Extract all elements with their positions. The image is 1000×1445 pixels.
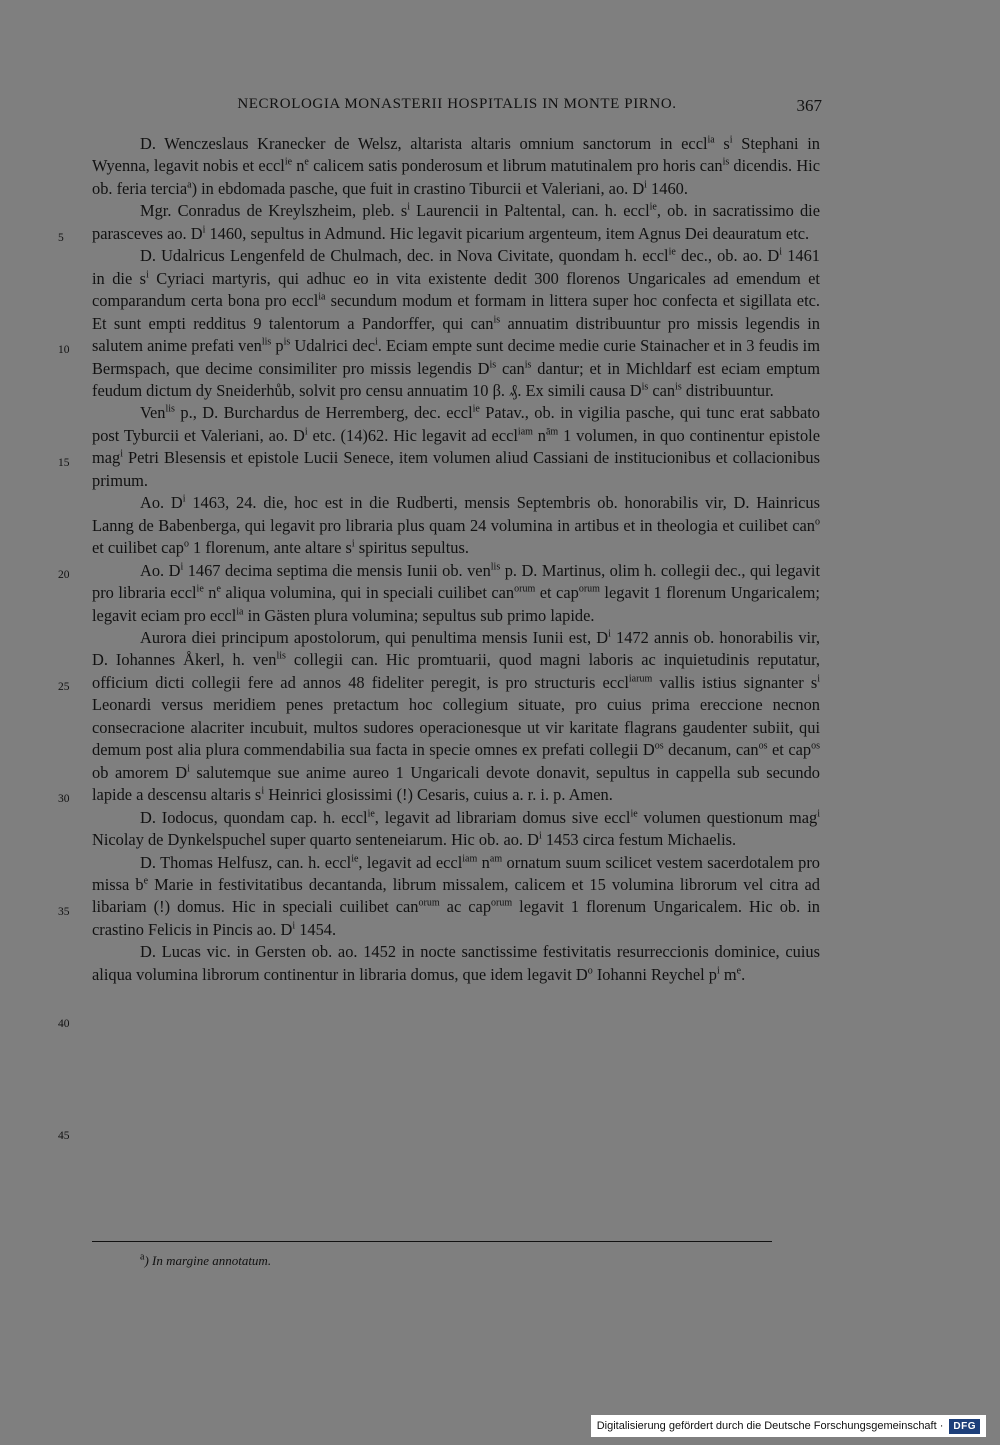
line-number-30: 30 (58, 793, 70, 805)
funding-banner (591, 1415, 986, 1437)
line-number-25: 25 (58, 681, 70, 693)
line-number-40: 40 (58, 1018, 70, 1030)
main-text (92, 133, 820, 986)
line-number-10: 10 (58, 344, 70, 356)
entry-martinus: Ao. $D^i$ 1467 decima septima die mensis Iunii ob. ven$^{lis}$ p. D. Martinus, olim h. collegii dec., qui legavit pro libraria eccl$^{ie}$ $n^e$ aliqua volumina, qui in speciali cuilibet can$^{orum}$ et cap$^{orum}$ legavit 1 florenum Ungaricalem; legavit eciam pro eccl$^{ia}$ in Gästen plura volumina; sepultus sub primo lapide. (92, 560, 820, 625)
entry-udalricus: D. Udalricus Lengenfeld de Chulmach, dec. in Nova Civitate, quondam h. eccl$^{ie}$ dec., ob. ao. $D^i$ 1461 in die $s^i$ Cyriaci martyris, qui adhuc eo in vita existente dedit 300 florenos Ungaricales ad emendum et comparandum certa bona pro eccl$^{ia}$ secundum modum et formam in littera super hoc confecta et sigillata etc. Et sunt empti redditus 9 talentorum a Pandorffer, qui can$^{is}$ annuatim distribuuntur pro missis legendis in salutem anime prefati ven$^{lis}$ $p^{is}$ Udalrici dec$^i$. Eciam empte sunt decime medie curie Stainacher et in 3 feudis im Bermspach, que decime consimiliter pro missis legendis $D^{is}$ can$^{is}$ dantur; et in Michldarf est eciam emptum feudum dictum dy Sneiderhůb, solvit pro censu annuatim 10 β. ₰. Ex simili causa $D^{is}$ can$^{is}$ distribuuntur. (92, 246, 821, 400)
dfg-logo-icon: DFG (949, 1419, 980, 1434)
entry-iodocus: D. Iodocus, quondam cap. h. eccl$^{ie}$, legavit ad librariam domus sive eccl$^{ie}$ volumen questionum mag$^i$ Nicolay de Dynkelspuchel super quarto senteneiarum. Hic ob. ao. $D^i$ 1453 circa festum Michaelis. (92, 807, 821, 850)
line-number-35: 35 (58, 906, 70, 918)
line-number-5: 5 (58, 232, 64, 244)
entry-wenczeslaus: D. Wenczeslaus Kranecker de Welsz, altarista altaris omnium sanctorum in eccl$^{ia}$ $s^i$ Stephani in Wyenna, legavit nobis et eccl$^{ie}$ $n^e$ calicem satis ponderosum et librum matutinalem pro horis can$^{is}$ dicendis. Hic ob. feria tercia$^a$) in ebdomada pasche, que fuit in crastino Tiburcii et Valeriani, ao. $D^i$ 1460. (92, 134, 820, 198)
line-number-20: 20 (58, 569, 70, 581)
running-title: NECROLOGIA MONASTERII HOSPITALIS IN MONTE PIRNO. (237, 96, 677, 112)
funding-text: Digitalisierung gefördert durch die Deutsche Forschungsgemeinschaft · (596, 1420, 944, 1432)
footnote-text: ) In margine annotatum. (144, 1253, 272, 1268)
footnote-mark: a (140, 1251, 145, 1263)
page-number: 367 (796, 96, 822, 115)
line-number-15: 15 (58, 457, 70, 469)
entry-lucas: D. Lucas vic. in Gersten ob. ao. 1452 in nocte sanctissime festivitatis resurreccionis dominice, cuius aliqua volumina librorum continentur in libraria domus, que idem legavit $D^o$ Iohanni Reychel $p^i$ $m^e$. (92, 942, 820, 984)
entry-conradus: Mgr. Conradus de Kreylszheim, pleb. $s^i$ Laurencii in Paltental, can. h. eccl$^{ie}$, ob. in sacratissimo die parasceves ao. $D^i$ 1460, sepultus in Admund. Hic legavit picarium argenteum, item Agnus Dei deauratum etc. (92, 201, 821, 243)
footnote-rule (92, 1241, 772, 1242)
footnote (140, 1253, 271, 1269)
entry-burchardus: Ven$^{lis}$ p., D. Burchardus de Herremberg, dec. eccl$^{ie}$ Patav., ob. in vigilia pasche, qui tunc erat sabbato post Tyburcii et Valeriani, ao. $D^i$ etc. (14)62. Hic legavit ad eccl$^{iam}$ $n^{ām}$ 1 volumen, in quo continentur epistole mag$^i$ Petri Blesensis et epistole Lucii Senece, item volumen aliud Cassiani de institucionibus et collacionibus primum. (92, 403, 820, 490)
entry-thomas: D. Thomas Helfusz, can. h. eccl$^{ie}$, legavit ad eccl$^{iam}$ $n^{am}$ ornatum suum scilicet vestem sacerdotalem pro missa $b^e$ Marie in festivitatibus decantanda, librum missalem, calicem et 15 volumina librorum vel citra ad libariam (!) domus. Hic in speciali cuilibet can$^{orum}$ ac cap$^{orum}$ legavit 1 florenum Ungaricalem. Hic ob. in crastino Felicis in Pincis ao. $D^i$ 1454. (92, 852, 820, 939)
line-number-45: 45 (58, 1130, 70, 1142)
entry-hainricus: Ao. $D^i$ 1463, 24. die, hoc est in die Rudberti, mensis Septembris ob. honorabilis vir, D. Hainricus Lanng de Babenberga, qui legavit pro libraria plus quam 24 volumina in artibus et in theologia et cuilibet can$^o$ et cuilibet cap$^o$ 1 florenum, ante altare $s^i$ spiritus sepultus. (92, 493, 820, 558)
entry-iohannes: Aurora diei principum apostolorum, qui penultima mensis Iunii est, $D^i$ 1472 annis ob. honorabilis vir, D. Iohannes Åkerl, h. ven$^{lis}$ collegii can. Hic promtuarii, quod magni laboris ac inquietudinis reputatur, officium dicti collegii fere ad annos 48 fideliter peregit, is pro structuris eccl$^{iarum}$ vallis istius signanter $s^i$ Leonardi versus meridiem penes pretactum hoc collegium situate, pro cuius prima ereccione necnon consecracione alacriter incubuit, multos sudores operacionesque ut vir karitate flagrans gaudenter subiit, qui demum post alia plura commendabilia sua facta in specie omnes ex prefati collegii $D^{os}$ decanum, can$^{os}$ et cap$^{os}$ ob amorem $D^i$ salutemque sue anime aureo 1 Ungaricali devote donavit, sepultus in cappella sub secundo lapide a descensu altaris $s^i$ Heinrici glosissimi (!) Cesaris, cuius a. r. i. p. Amen. (92, 627, 821, 805)
page-header (92, 96, 822, 122)
